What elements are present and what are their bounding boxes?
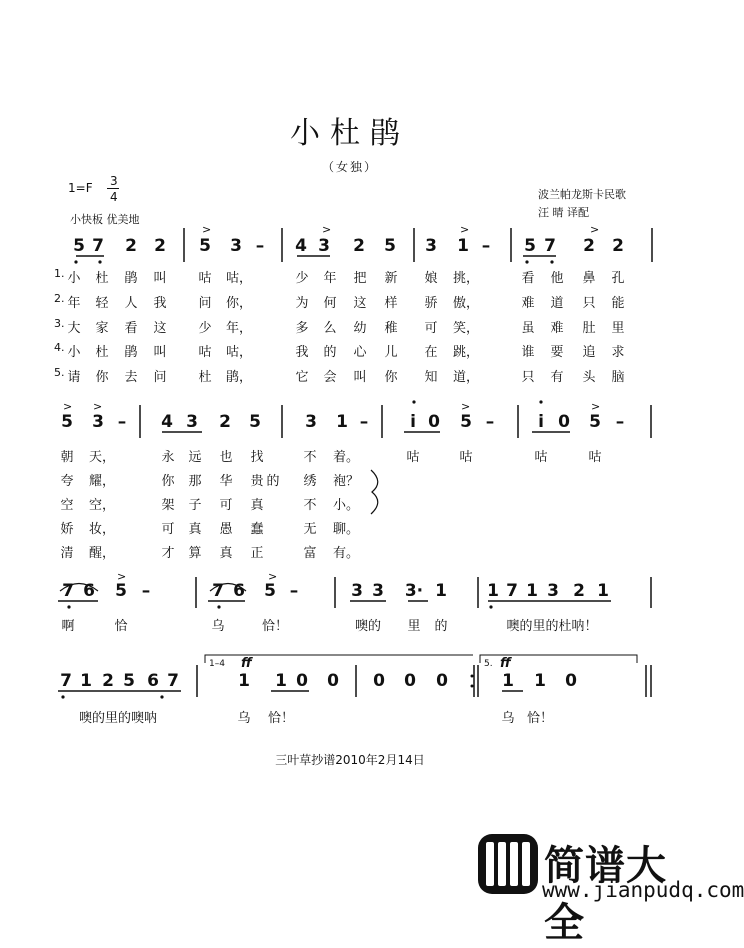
svg-text:5: 5 xyxy=(460,412,472,432)
svg-text:5: 5 xyxy=(249,412,261,432)
svg-text:1: 1 xyxy=(238,671,250,691)
transcription-credit: 三叶草抄谱2010年2月14日 xyxy=(275,753,425,767)
song-subtitle: （女独） xyxy=(321,160,378,174)
svg-text:5: 5 xyxy=(61,412,73,432)
svg-text:7: 7 xyxy=(60,671,72,691)
logo-text: 简谱大全 xyxy=(544,843,667,946)
svg-text:4: 4 xyxy=(295,236,307,256)
svg-text:7: 7 xyxy=(544,236,556,256)
svg-text:5: 5 xyxy=(199,236,211,256)
svg-text:2: 2 xyxy=(583,236,595,256)
svg-text:>: > xyxy=(202,223,212,236)
time-signature-bottom: 4 xyxy=(110,190,118,204)
svg-text:3: 3 xyxy=(92,412,104,432)
svg-text:2: 2 xyxy=(353,236,365,256)
svg-text:3: 3 xyxy=(425,236,437,256)
svg-text:i: i xyxy=(538,412,544,432)
svg-text:2: 2 xyxy=(219,412,231,432)
row4-notes xyxy=(60,671,577,691)
tempo-marking: 小快板 优美地 xyxy=(70,213,140,226)
svg-text:6: 6 xyxy=(233,581,245,601)
svg-text:>: > xyxy=(322,223,332,236)
svg-text:5: 5 xyxy=(384,236,396,256)
svg-text:5: 5 xyxy=(73,236,85,256)
svg-text:0: 0 xyxy=(404,671,416,691)
svg-text:2: 2 xyxy=(102,671,114,691)
svg-text:0: 0 xyxy=(558,412,570,432)
svg-text:i: i xyxy=(410,412,416,432)
svg-text:0: 0 xyxy=(296,671,308,691)
svg-text:1: 1 xyxy=(487,581,499,601)
svg-text:ff: ff xyxy=(241,656,252,671)
svg-text:1: 1 xyxy=(457,236,469,256)
svg-text:7: 7 xyxy=(212,581,224,601)
site-logo xyxy=(476,832,744,946)
svg-text:3: 3 xyxy=(318,236,330,256)
row2-notes xyxy=(61,412,624,432)
time-signature-top: 3 xyxy=(110,174,118,188)
svg-text:2: 2 xyxy=(573,581,585,601)
svg-text:>: > xyxy=(590,223,600,236)
svg-text:7: 7 xyxy=(62,581,74,601)
svg-text:7: 7 xyxy=(92,236,104,256)
svg-text:>: > xyxy=(591,400,601,413)
svg-text:1: 1 xyxy=(534,671,546,691)
svg-text:2: 2 xyxy=(612,236,624,256)
svg-text:6: 6 xyxy=(83,581,95,601)
svg-text:–: – xyxy=(255,236,265,256)
svg-text:–: – xyxy=(615,412,625,432)
svg-text:3: 3 xyxy=(186,412,198,432)
svg-text:–: – xyxy=(141,581,151,601)
svg-text:1: 1 xyxy=(597,581,609,601)
song-title: 小杜鹃 xyxy=(290,116,410,151)
svg-text:0: 0 xyxy=(565,671,577,691)
svg-text:3: 3 xyxy=(351,581,363,601)
svg-text:–: – xyxy=(485,412,495,432)
svg-text:1: 1 xyxy=(80,671,92,691)
svg-text:3: 3 xyxy=(230,236,242,256)
svg-text:3: 3 xyxy=(547,581,559,601)
svg-text:0: 0 xyxy=(428,412,440,432)
svg-text:3·: 3· xyxy=(404,581,424,601)
svg-text:0: 0 xyxy=(436,671,448,691)
translator-credit: 汪 晴 译配 xyxy=(538,206,589,219)
svg-text:1: 1 xyxy=(275,671,287,691)
piano-keys-icon xyxy=(476,832,540,896)
svg-text:ff: ff xyxy=(500,656,511,671)
svg-text:5: 5 xyxy=(589,412,601,432)
svg-text:>: > xyxy=(63,400,73,413)
svg-text:–: – xyxy=(289,581,299,601)
row1-notes xyxy=(73,236,624,256)
svg-text:1: 1 xyxy=(502,671,514,691)
svg-text:>: > xyxy=(93,400,103,413)
svg-text:2: 2 xyxy=(154,236,166,256)
svg-text:3: 3 xyxy=(305,412,317,432)
song-origin: 波兰帕龙斯卡民歌 xyxy=(538,188,626,201)
svg-text:1–4: 1–4 xyxy=(209,659,225,669)
svg-text:1: 1 xyxy=(336,412,348,432)
svg-text:>: > xyxy=(268,570,278,583)
svg-text:6: 6 xyxy=(147,671,159,691)
svg-text:0: 0 xyxy=(327,671,339,691)
svg-text:–: – xyxy=(481,236,491,256)
svg-text:3: 3 xyxy=(372,581,384,601)
svg-text:5: 5 xyxy=(264,581,276,601)
svg-text:0: 0 xyxy=(373,671,385,691)
svg-text:5.: 5. xyxy=(484,659,493,669)
svg-text:>: > xyxy=(461,400,471,413)
svg-text:–: – xyxy=(359,412,369,432)
svg-text:–: – xyxy=(117,412,127,432)
svg-text:7: 7 xyxy=(506,581,518,601)
svg-text:4: 4 xyxy=(161,412,173,432)
svg-text:5: 5 xyxy=(115,581,127,601)
svg-text:>: > xyxy=(460,223,470,236)
svg-text:7: 7 xyxy=(167,671,179,691)
svg-text:5: 5 xyxy=(524,236,536,256)
svg-text:1: 1 xyxy=(526,581,538,601)
svg-text:>: > xyxy=(117,570,127,583)
volta-labels xyxy=(209,656,512,671)
svg-text:2: 2 xyxy=(125,236,137,256)
logo-url: www.jianpudq.com xyxy=(542,878,744,902)
svg-text:5: 5 xyxy=(123,671,135,691)
svg-text:1: 1 xyxy=(435,581,447,601)
key-signature: 1=F xyxy=(68,181,93,195)
